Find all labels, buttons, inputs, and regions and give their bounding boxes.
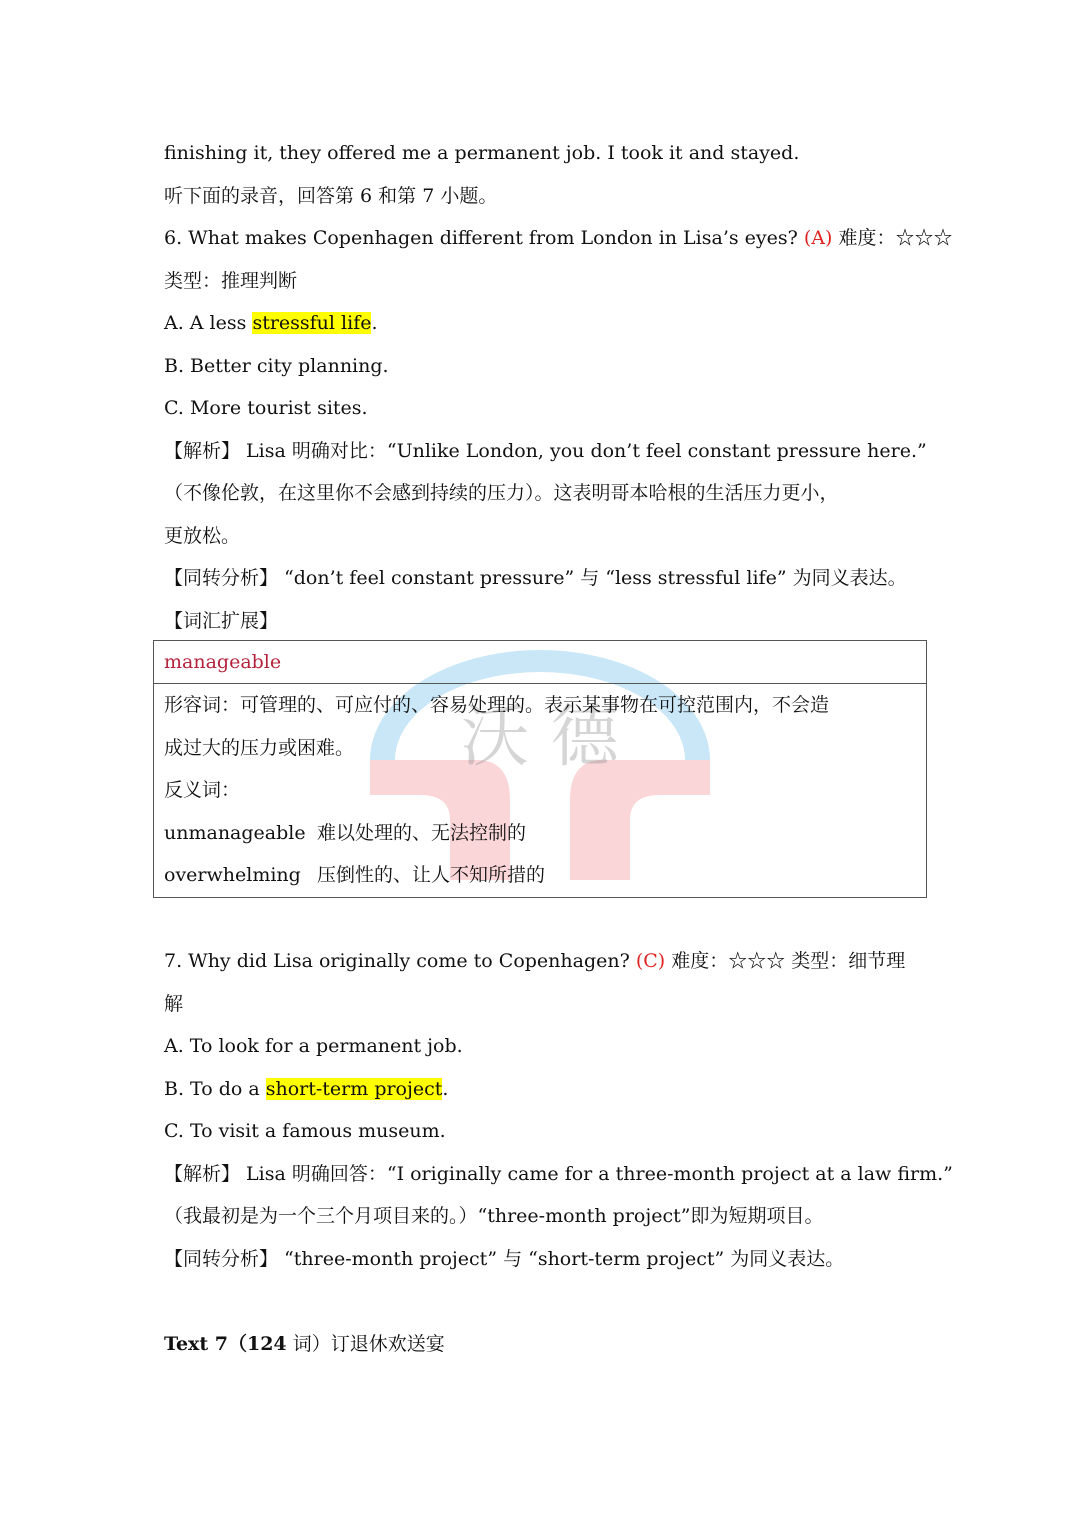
q7-question-line: [164, 940, 918, 983]
antonym-word: overwhelming: [164, 864, 301, 886]
q7-option-b-end: .: [442, 1077, 449, 1100]
q7-question: 7. Why did Lisa originally come to Copenhagen?: [164, 950, 630, 972]
antonym-row: [164, 812, 916, 855]
q6-analysis-line-3: 更放松。: [164, 524, 241, 547]
q6-analysis-label: 【解析】: [164, 439, 241, 462]
vocab-definition-2: 成过大的压力或困难。: [164, 736, 355, 759]
section-heading-bold: Text 7（124: [164, 1332, 287, 1355]
q6-question-line: [164, 217, 953, 260]
q6-paraphrase: 【同转分析】 “don’t feel constant pressure” 与 “less stressful life” 为同义表达。: [164, 567, 907, 589]
watermark-text: 沃 德: [461, 698, 619, 777]
q6-option-a-highlight: stressful life: [252, 312, 372, 334]
q7-analysis-line-1: 【解析】 Lisa 明确回答：“I originally came for a three-month project at a law firm.”: [164, 1162, 953, 1185]
q6-answer: (A): [803, 227, 833, 249]
q7-option-b-highlight: short-term project: [265, 1077, 443, 1100]
q6-type: 类型：推理判断: [164, 269, 298, 292]
q7-paraphrase: 【同转分析】 “three-month project” 与 “short-term project” 为同义表达。: [164, 1247, 845, 1270]
q6-analysis-line-2: （不像伦敦，在这里你不会感到持续的压力）。这表明哥本哈根的生活压力更小，: [164, 482, 839, 504]
q6-option-b: B. Better city planning.: [164, 354, 389, 377]
q6-vocab-label: 【词汇扩展】: [164, 609, 279, 632]
q7-option-b: [164, 1068, 918, 1111]
section-heading: [164, 1323, 918, 1366]
instruction-line: 听下面的录音，回答第 6 和第 7 小题。: [164, 184, 498, 207]
document-page: [164, 132, 953, 642]
q7-type-cont: 解: [164, 992, 184, 1015]
q7-answer: (C): [635, 950, 666, 972]
antonym-label: 反义词：: [164, 779, 241, 801]
q6-option-a-end: .: [371, 312, 378, 334]
antonym-meaning: 压倒性的、让人不知所措的: [317, 864, 546, 886]
q6-option-a-text: A. A less: [164, 312, 253, 334]
vocab-definition-1: 形容词：可管理的、可应付的、容易处理的。表示某事物在可控范围内，不会造: [164, 694, 830, 716]
q7-analysis-line-2: （我最初是为一个三个月项目来的。）“three-month project”即为短期项目。: [164, 1205, 824, 1227]
q6-option-a: [164, 302, 918, 345]
q6-option-c: C. More tourist sites.: [164, 397, 368, 419]
q7-option-c: C. To visit a famous museum.: [164, 1120, 446, 1142]
antonym-word: unmanageable: [164, 821, 306, 844]
antonym-row: [164, 854, 916, 897]
q7-difficulty-type: 难度：☆☆☆ 类型：细节理: [671, 950, 906, 972]
section-heading-rest: 词）订退休欢送宴: [286, 1332, 445, 1355]
q6-analysis-line-1: [164, 430, 927, 473]
paragraph-line: finishing it, they offered me a permanent job. I took it and stayed.: [164, 142, 800, 164]
q6-difficulty: 难度：☆☆☆: [838, 227, 953, 249]
q6-analysis-text: Lisa 明确对比：“Unlike London, you don’t feel constant pressure here.”: [240, 439, 927, 462]
antonym-meaning: 难以处理的、无法控制的: [317, 821, 527, 844]
q7-option-a: A. To look for a permanent job.: [164, 1035, 463, 1057]
q6-question: 6. What makes Copenhagen different from London in Lisa’s eyes?: [164, 227, 798, 249]
vocab-word: manageable: [154, 641, 926, 684]
vocab-table: [153, 640, 927, 898]
q7-option-b-text: B. To do a: [164, 1077, 266, 1100]
vocab-body: [154, 684, 926, 897]
document-page-lower: [164, 940, 953, 1365]
